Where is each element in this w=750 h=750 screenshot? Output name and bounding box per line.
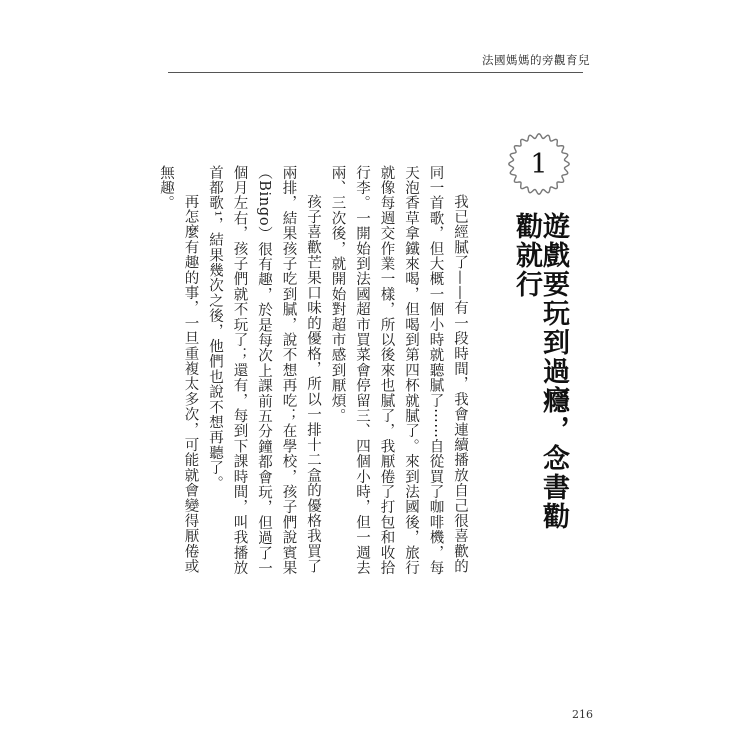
chapter-number: 1 [530,148,548,180]
chapter-number-badge [507,132,571,196]
paragraph: 我已經膩了——有一段時間，我會連續播放自己很喜歡的同一首歌，但大概一個小時就聽膩了⋯⋯自從買了咖啡機，每天泡香草拿鐵來喝，但喝到第四杯就膩了。來到法國後，旅行就像每週交作業一樣，所以後來也膩了，我厭倦了打包和收拾行李。一開始到法國超市買菜會停留三、四個小時，但一週去兩、三次後，就開始對超市感到厭煩。 [329,165,468,576]
paragraph: 再怎麼有趣的事，一旦重複太多次，可能就會變得厭倦或無趣。 [158,165,199,574]
paragraph: 孩子喜歡芒果口味的優格，所以一排十二盒的優格我買了兩排，結果孩子吃到膩，說不想再吃；在學校，孩子們說賓果（Bingo）很有趣，於是每次上課前五分鐘都會玩，但過了一個月左右，孩子們就不玩了；還有，每到下課時間，叫我播放首都歌¹，結果幾次之後，他們也說不想再聽了。 [207,165,321,576]
running-header: 法國媽媽的旁觀育兒 [482,53,590,67]
header-rule [168,72,583,73]
page-number: 216 [572,708,593,721]
body-text [154,165,473,580]
chapter-title: 遊戲要玩到過癮，念書勸勸就行 [511,212,569,531]
